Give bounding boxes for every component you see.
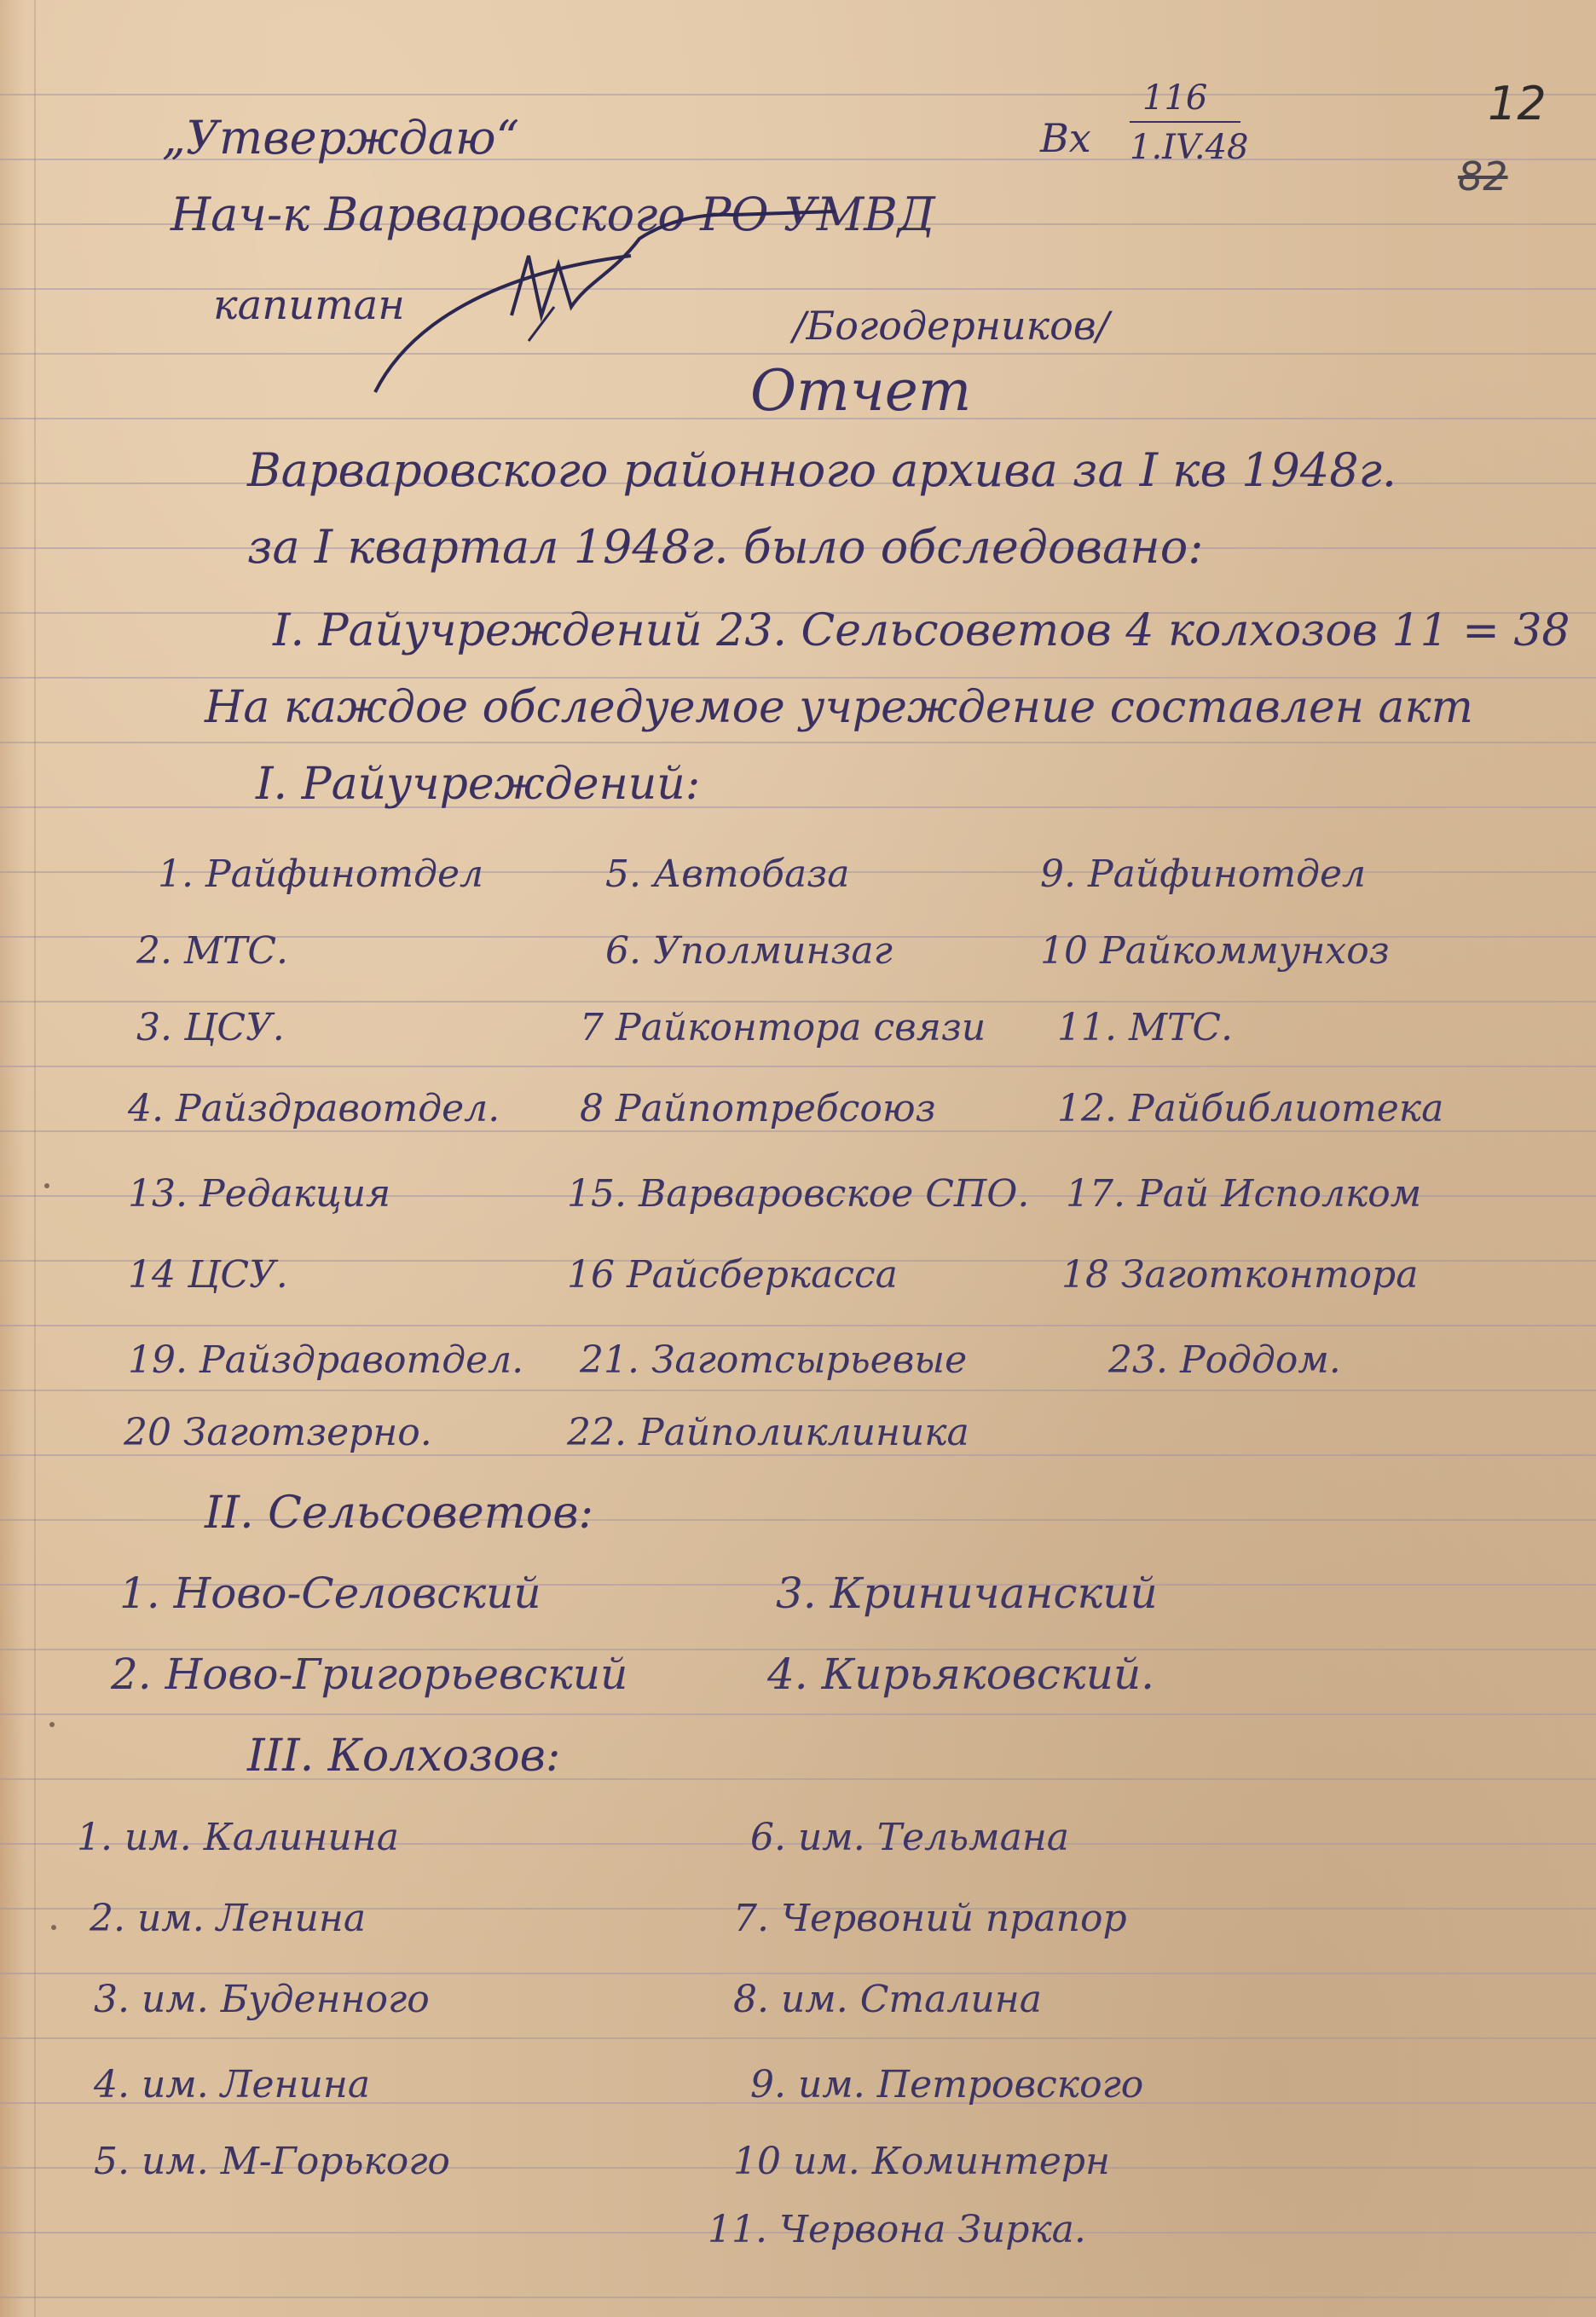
list-item: 3. им. Буденного xyxy=(94,1978,430,2021)
list-item: 13. Редакция xyxy=(128,1172,391,1216)
approver-rank: капитан xyxy=(213,281,405,329)
stamp-prefix: Вх xyxy=(1040,115,1091,161)
margin-line xyxy=(34,0,36,2317)
stamp-fraction-line xyxy=(1130,121,1240,123)
section-1-heading: I. Райучреждений: xyxy=(256,759,701,810)
intro-line: за I квартал 1948г. было обследовано: xyxy=(247,520,1204,574)
list-item: 11. МТС. xyxy=(1057,1006,1234,1049)
list-item: 21. Заготсырьевые xyxy=(580,1338,968,1382)
stamp-date: 1.IV.48 xyxy=(1130,128,1249,167)
punch-mark xyxy=(49,1722,55,1727)
summary-line: I. Райучреждений 23. Сельсоветов 4 колхозов 11 = 38 xyxy=(273,605,1570,656)
list-item: 1. им. Калинина xyxy=(77,1816,399,1859)
list-item: 20 Заготзерно. xyxy=(124,1411,432,1454)
punch-mark xyxy=(44,1183,49,1188)
list-item: 4. им. Ленина xyxy=(94,2063,371,2106)
old-page-number: 82 xyxy=(1458,153,1508,199)
list-item: 3. Криничанский xyxy=(776,1569,1158,1618)
list-item: 15. Варваровское СПО. xyxy=(567,1172,1030,1216)
list-item: 6. Уполминзаг xyxy=(605,929,893,973)
list-item: 2. МТС. xyxy=(136,929,289,973)
approver-position: Нач-к Варваровского РО УМВД xyxy=(171,188,935,241)
list-item: 14 ЦСУ. xyxy=(128,1253,288,1297)
list-item: 6. им. Тельмана xyxy=(750,1816,1070,1859)
list-item: 5. Автобаза xyxy=(605,852,850,896)
list-item: 3. ЦСУ. xyxy=(136,1006,285,1049)
list-item: 16 Райсберкасса xyxy=(567,1253,898,1297)
list-item: 19. Райздравотдел. xyxy=(128,1338,524,1382)
act-note: На каждое обследуемое учреждение составлен акт xyxy=(205,682,1473,733)
list-item: 18 Заготконтора xyxy=(1061,1253,1419,1297)
list-item: 12. Райбиблиотека xyxy=(1057,1087,1444,1130)
section-2-heading: II. Сельсоветов: xyxy=(205,1488,593,1539)
page-number: 12 xyxy=(1488,77,1547,130)
list-item: 7 Райконтора связи xyxy=(580,1006,986,1049)
list-item: 1. Райфинотдел xyxy=(158,852,484,896)
page-title: Отчет xyxy=(750,358,972,424)
list-item: 8. им. Сталина xyxy=(733,1978,1042,2021)
list-item: 23. Роддом. xyxy=(1108,1338,1341,1382)
stamp-number: 116 xyxy=(1142,78,1208,118)
list-item: 2. Ново-Григорьевский xyxy=(111,1650,628,1699)
list-item: 22. Райполиклиника xyxy=(567,1411,969,1454)
list-item: 10 Райкоммунхоз xyxy=(1040,929,1390,973)
list-item: 1. Ново-Селовский xyxy=(119,1569,541,1618)
list-item: 5. им. М-Горького xyxy=(94,2140,450,2183)
list-item: 7. Червоний прапор xyxy=(733,1897,1127,1940)
list-item: 4. Райздравотдел. xyxy=(128,1087,500,1130)
list-item: 9. Райфинотдел xyxy=(1040,852,1367,896)
punch-mark xyxy=(51,1925,56,1930)
report-subtitle: Варваровского районного архива за I кв 1948г. xyxy=(247,443,1397,497)
approval-stamp: „Утверждаю“ xyxy=(162,111,520,165)
section-3-heading: III. Колхозов: xyxy=(247,1731,561,1782)
list-item: 4. Кирьяковский. xyxy=(767,1650,1155,1699)
approver-name: /Богодерников/ xyxy=(793,303,1110,349)
list-item: 2. им. Ленина xyxy=(90,1897,367,1940)
list-item: 17. Рай Исполком xyxy=(1066,1172,1422,1216)
list-item: 10 им. Коминтерн xyxy=(733,2140,1111,2183)
list-item: 8 Райпотребсоюз xyxy=(580,1087,936,1130)
list-item: 9. им. Петровского xyxy=(750,2063,1144,2106)
list-item: 11. Червона Зирка. xyxy=(708,2208,1086,2251)
